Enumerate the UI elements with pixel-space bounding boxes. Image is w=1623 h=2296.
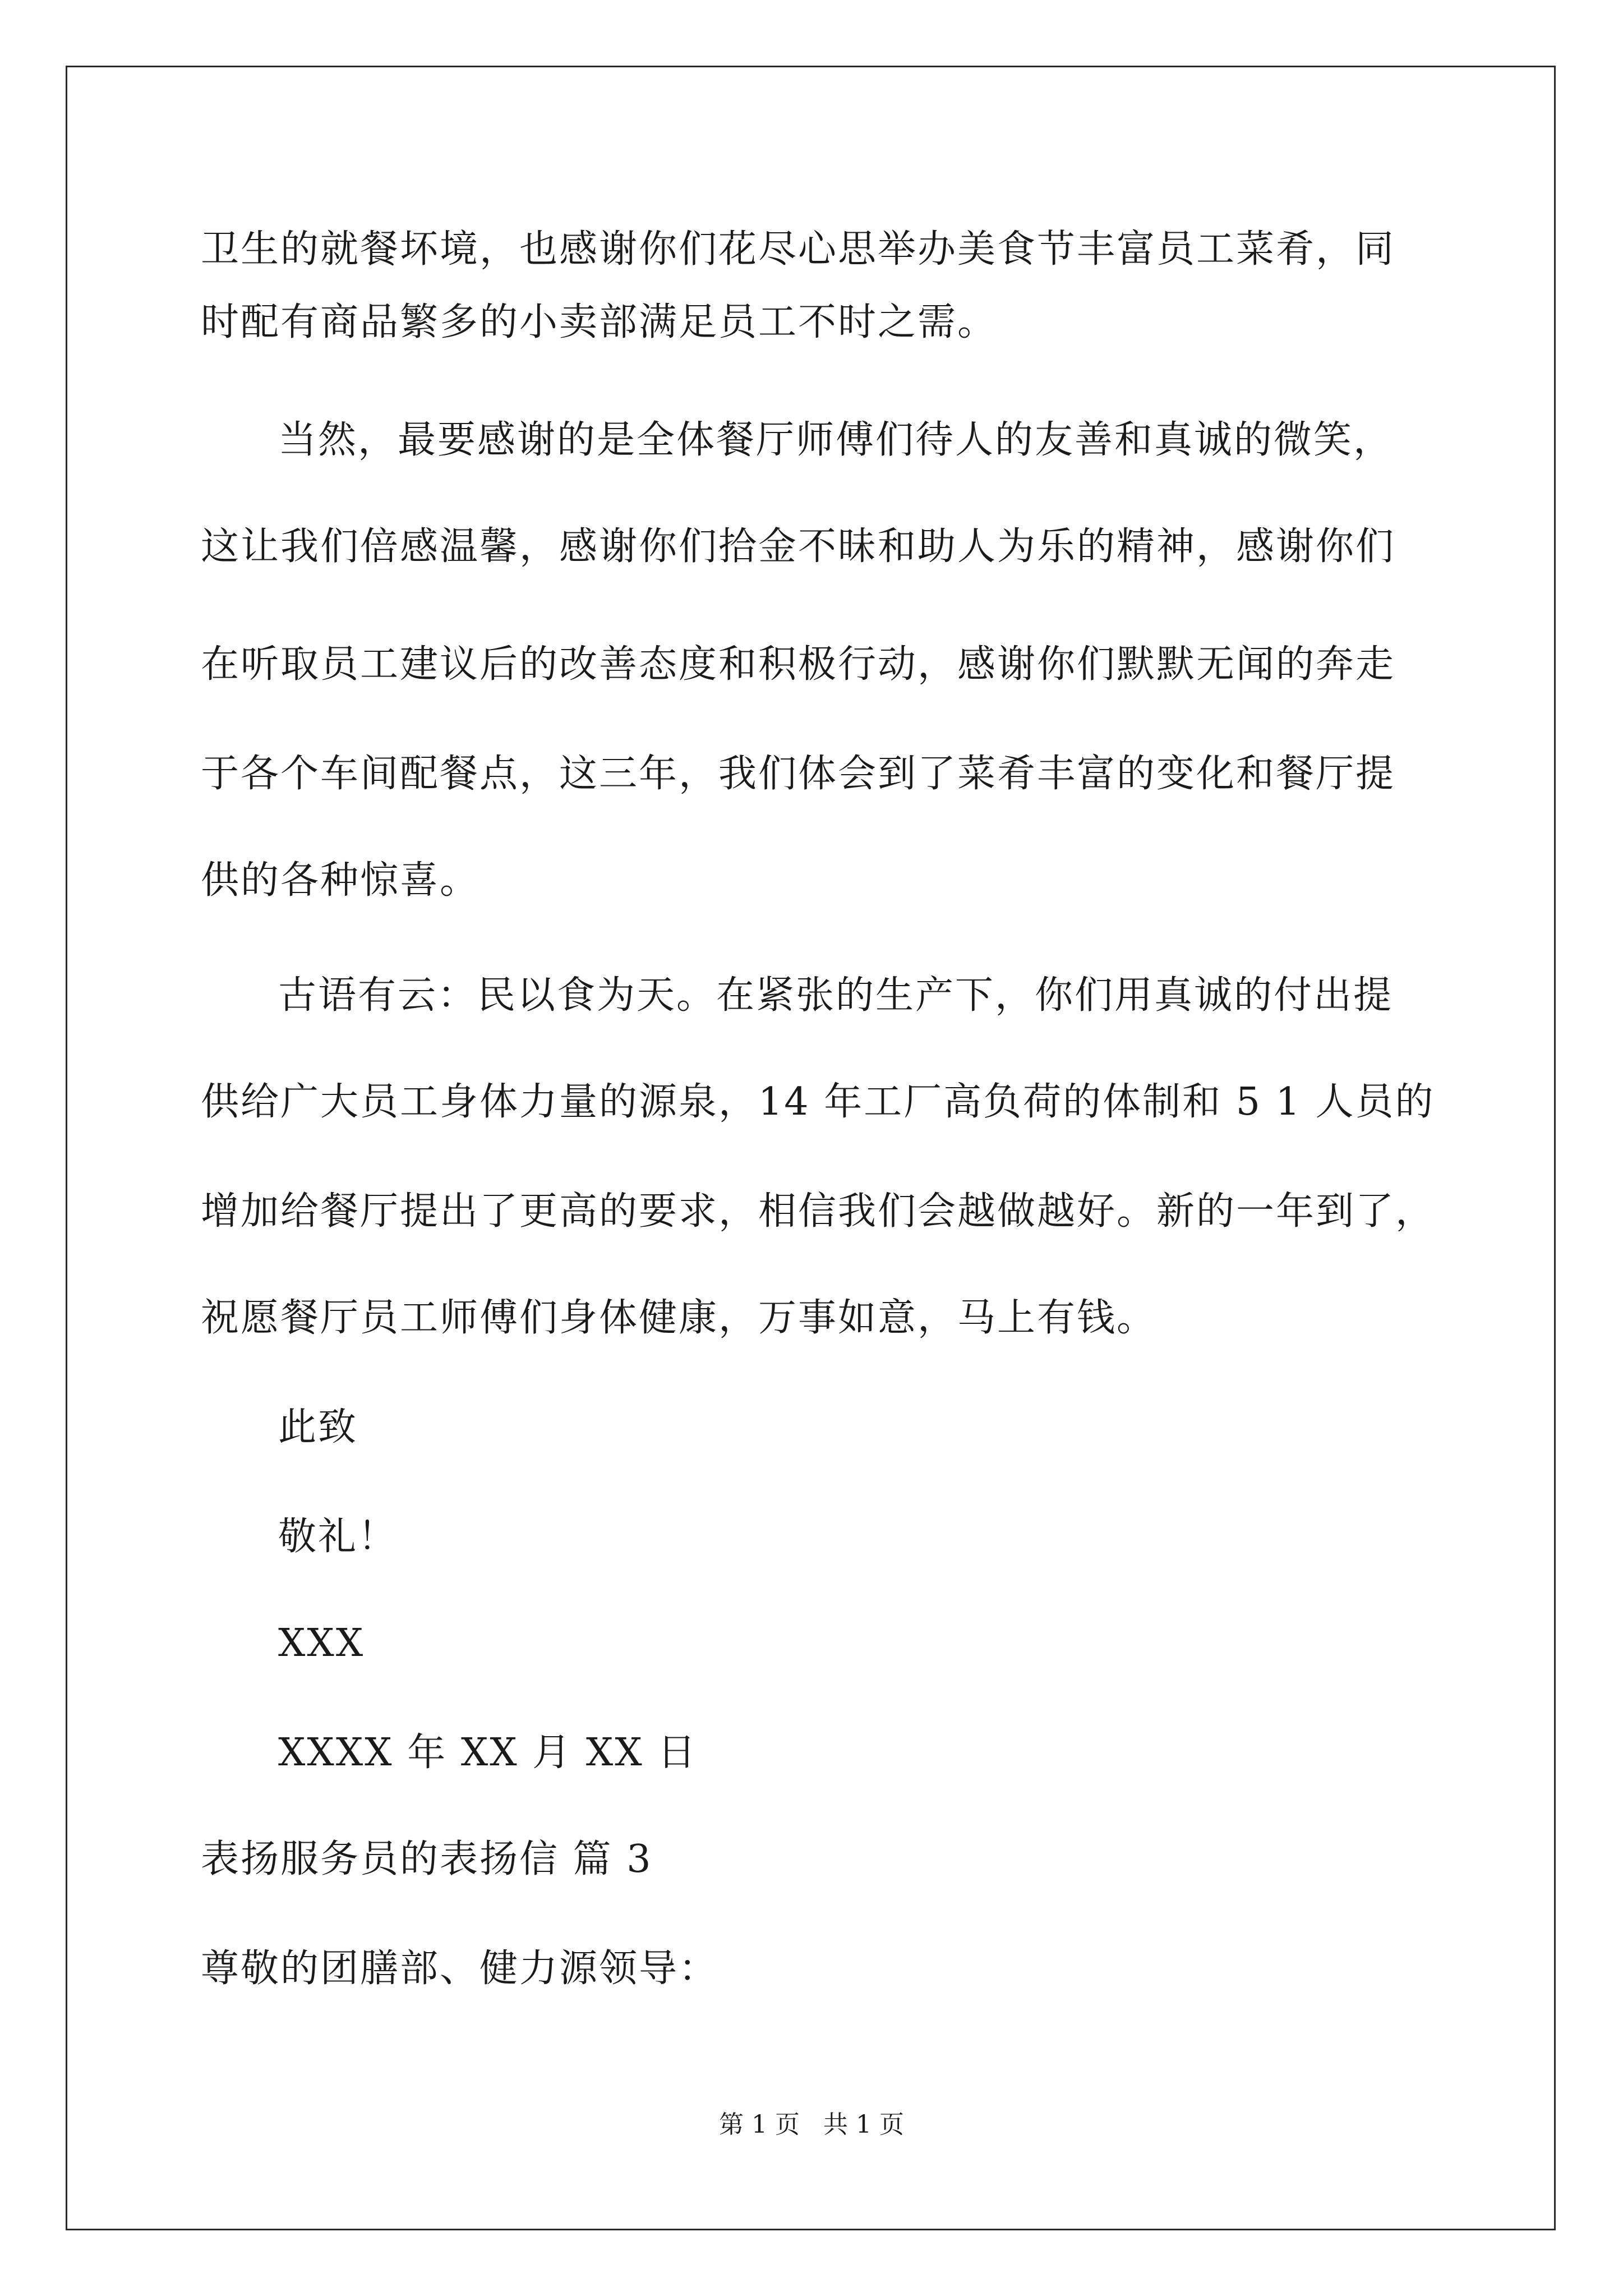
signature: XXX [278,1621,365,1665]
text-line: 供的各种惊喜。 [201,858,480,903]
text-line: 这让我们倍感温馨，感谢你们拾金不昧和助人为乐的精神，感谢你们 [201,524,1396,569]
text-line: 于各个车间配餐点，这三年，我们体会到了菜肴丰富的变化和餐厅提 [201,752,1396,796]
salutation: 尊敬的团膳部、健力源领导： [201,1947,719,1991]
text-line: 祝愿餐厅员工师傅们身体健康，万事如意，马上有钱。 [201,1296,1157,1340]
section-title: 表扬服务员的表扬信 篇 3 [201,1837,653,1881]
page-border [66,66,1556,2230]
text-line: 卫生的就餐坏境，也感谢你们花尽心思举办美食节丰富员工菜肴，同 [201,227,1396,272]
text-line: 供给广大员工身体力量的源泉，14 年工厂高负荷的体制和 5 1 人员的 [201,1080,1435,1124]
closing-line: 敬礼！ [278,1515,398,1559]
closing-line: 此致 [278,1405,358,1450]
text-line: 在听取员工建议后的改善态度和积极行动，感谢你们默默无闻的奔走 [201,642,1396,687]
date: XXXX 年 XX 月 XX 日 [278,1731,698,1775]
text-line: 古语有云：民以食为天。在紧张的生产下，你们用真诚的付出提 [278,973,1394,1018]
text-line: 增加给餐厅提出了更高的要求，相信我们会越做越好。新的一年到了， [201,1189,1436,1234]
text-line: 时配有商品繁多的小卖部满足员工不时之需。 [201,300,998,344]
text-line: 当然，最要感谢的是全体餐厅师傅们待人的友善和真诚的微笑， [278,418,1394,462]
page-number-footer: 第 1 页 共 1 页 [719,2110,904,2139]
